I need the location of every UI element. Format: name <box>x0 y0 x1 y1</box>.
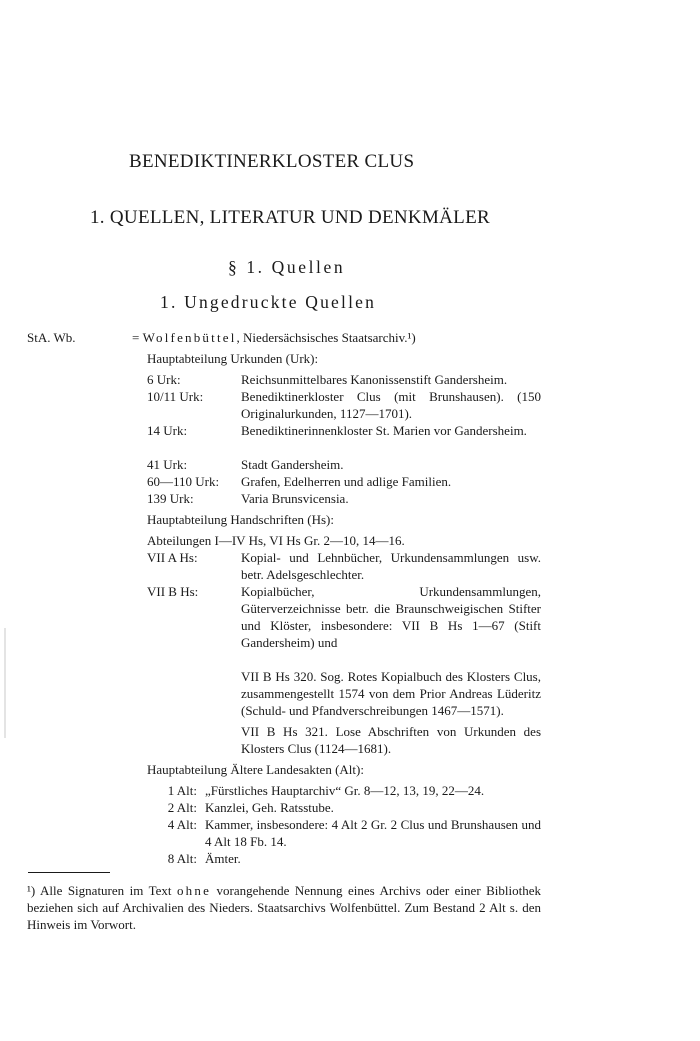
list-item <box>147 473 541 490</box>
list-item-continuation: VII B Hs 320. Sog. Rotes Kopialbuch des Klosters Clus, zusammengestellt 1574 von dem Prior Andreas Lüderitz (Schuld- und Pfandverschreibungen 1467—1571). <box>241 669 541 718</box>
item-description: Grafen, Edelherren und adlige Familien. <box>241 474 452 489</box>
list-item <box>147 422 541 456</box>
equals-sign: = <box>132 330 140 345</box>
list-item <box>147 583 541 668</box>
list-item <box>147 388 541 422</box>
page-title: BENEDIKTINERKLOSTER CLUS <box>129 151 415 172</box>
paragraph-heading: § 1. Quellen <box>228 257 346 277</box>
archive-abbreviation: StA. Wb. <box>27 330 76 345</box>
footnote-text <box>27 882 541 933</box>
footnote-after: vorangehende Nennung eines Archivs oder einer Bibliothek beziehen sich auf Archivalien des Nieders. Staatsarchivs Wolfenbüttel. Zum Bestand 2 Alt s. den Hinweis im Vorwort. <box>27 883 542 932</box>
handschriften-heading: Hauptabteilung Handschriften (Hs): <box>147 512 335 527</box>
footnote-emphasis: ohne <box>176 883 212 898</box>
list-item <box>147 816 541 850</box>
footnote-rule <box>28 872 110 873</box>
item-label: 8 Alt: <box>167 851 197 866</box>
item-description: Varia Brunsvicensia. <box>241 491 349 506</box>
list-item <box>147 799 541 816</box>
item-label: 10/11 Urk: <box>147 389 204 404</box>
archive-city: Wolfenbüttel <box>142 330 237 345</box>
archive-line <box>132 329 416 346</box>
list-item <box>147 782 541 799</box>
list-item <box>147 490 541 507</box>
abteilungen-line: Abteilungen I—IV Hs, VI Hs Gr. 2—10, 14—16. <box>147 533 405 548</box>
item-description: Kanzlei, Geh. Ratsstube. <box>205 800 334 815</box>
item-label: 14 Urk: <box>147 423 188 438</box>
item-description: Ämter. <box>205 851 241 866</box>
list-item-continuation: VII B Hs 321. Lose Abschriften von Urkunden des Klosters Clus (1124—1681). <box>241 724 541 756</box>
item-label: 60—110 Urk: <box>147 474 220 489</box>
item-description: Kopial- und Lehnbücher, Urkundensammlungen usw. betr. Adelsgeschlechter. <box>241 550 541 582</box>
item-description: Kammer, insbesondere: 4 Alt 2 Gr. 2 Clus und Brunshausen und 4 Alt 18 Fb. 14. <box>205 817 541 849</box>
list-item <box>147 549 541 583</box>
item-description: Benediktinerinnenkloster St. Marien vor Gandersheim. <box>241 423 527 438</box>
scan-margin-shadow <box>4 628 6 738</box>
footnote-mark: ¹) <box>27 883 36 898</box>
urkunden-heading: Hauptabteilung Urkunden (Urk): <box>147 351 319 366</box>
item-label: 139 Urk: <box>147 491 194 506</box>
list-item <box>147 850 541 867</box>
footnote-before: Alle Signaturen im Text <box>39 883 172 898</box>
item-description: Kopialbücher, Urkundensammlungen, Güterverzeichnisse betr. die Braunschweigischen Stifter und Klöster, insbesondere: VII B Hs 1—67 (Stift Gandersheim) und <box>241 584 541 650</box>
item-label: VII A Hs: <box>147 550 198 565</box>
section-heading: 1. QUELLEN, LITERATUR UND DENKMÄLER <box>90 207 490 228</box>
archive-name: , Niedersächsisches Staatsarchiv.¹) <box>236 330 416 345</box>
item-description: Reichsunmittelbares Kanonissenstift Gandersheim. <box>241 372 508 387</box>
landesakten-heading: Hauptabteilung Ältere Landesakten (Alt): <box>147 762 364 777</box>
item-description: Benediktinerkloster Clus (mit Brunshausen). (150 Originalurkunden, 1127—1701). <box>241 389 541 421</box>
list-item <box>147 456 541 473</box>
subheading: 1. Ungedruckte Quellen <box>160 292 377 312</box>
item-label: 1 Alt: <box>167 783 197 798</box>
item-label: VII B Hs: <box>147 584 199 599</box>
item-label: 41 Urk: <box>147 457 188 472</box>
item-description: „Fürstliches Hauptarchiv“ Gr. 8—12, 13, 19, 22—24. <box>205 783 485 798</box>
item-label: 4 Alt: <box>167 817 197 832</box>
footnote <box>27 882 541 933</box>
item-description: Stadt Gandersheim. <box>241 457 344 472</box>
item-label: 2 Alt: <box>167 800 197 815</box>
list-item <box>147 371 541 388</box>
item-label: 6 Urk: <box>147 372 181 387</box>
